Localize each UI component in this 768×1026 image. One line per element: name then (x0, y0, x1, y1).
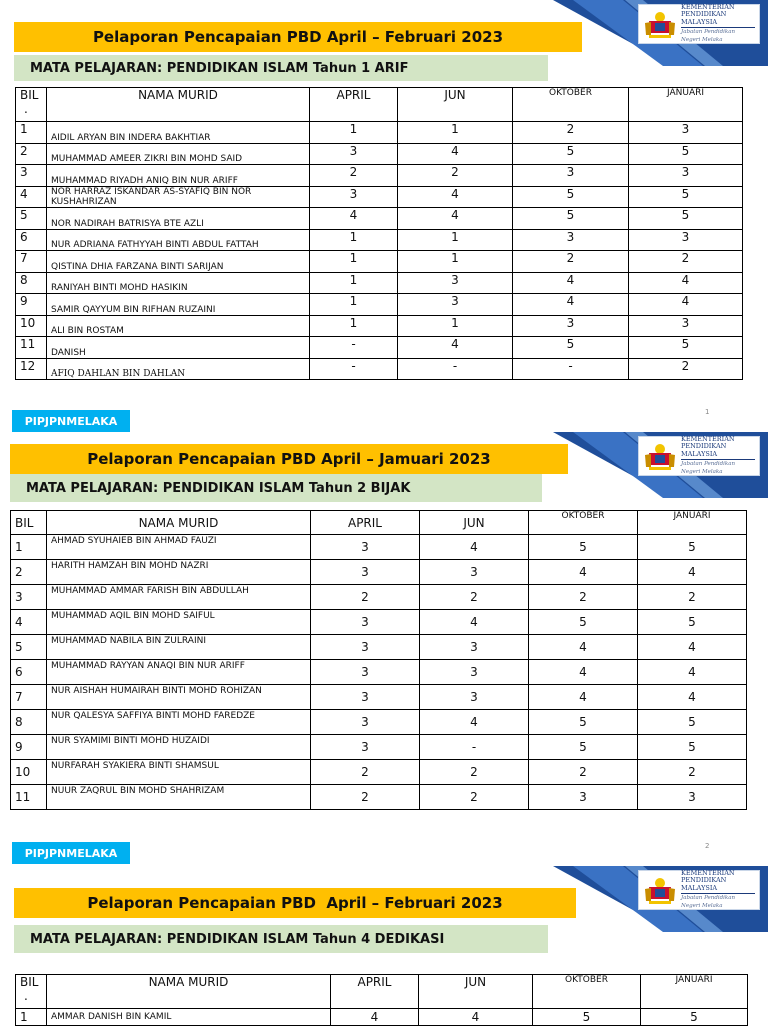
row-bil: 2 (11, 560, 47, 585)
header-april: APRIL (310, 88, 398, 122)
logo-line-1: KEMENTERIAN (681, 434, 735, 443)
report-title: Pelaporan Pencapaian PBD April – Februari 2023 (14, 22, 582, 52)
score-jun: 4 (420, 710, 529, 735)
subject-label: MATA PELAJARAN: PENDIDIKAN ISLAM Tahun 2 BIJAK (10, 474, 542, 502)
score-april: 2 (311, 585, 420, 610)
score-oktober: 4 (513, 272, 629, 294)
header-januari: JANUARI (641, 975, 748, 1009)
score-oktober: 5 (513, 208, 629, 230)
score-jun: 3 (420, 685, 529, 710)
row-bil: 1 (11, 535, 47, 560)
score-januari: 5 (638, 535, 747, 560)
student-name: NOR NADIRAH BATRISYA BTE AZLI (47, 208, 310, 230)
table-row (11, 585, 747, 610)
score-table (15, 87, 743, 380)
table-row (16, 143, 743, 165)
score-jun: - (398, 358, 513, 380)
row-bil: 3 (16, 165, 47, 187)
header-oktober: OKTOBER (533, 975, 641, 1009)
score-januari: 2 (629, 358, 743, 380)
header-april: APRIL (331, 975, 419, 1009)
score-januari: 2 (629, 251, 743, 273)
table-row (11, 760, 747, 785)
table-row (16, 165, 743, 187)
row-bil: 5 (16, 208, 47, 230)
score-januari: 3 (629, 315, 743, 337)
score-januari: 4 (629, 272, 743, 294)
row-bil: 3 (11, 585, 47, 610)
table-row (16, 337, 743, 359)
row-bil: 9 (16, 294, 47, 316)
student-name: QISTINA DHIA FARZANA BINTI SARIJAN (47, 251, 310, 273)
row-bil: 10 (11, 760, 47, 785)
header-oktober: OKTOBER (513, 88, 629, 122)
score-april: 2 (311, 760, 420, 785)
score-jun: 4 (398, 337, 513, 359)
slide-1 (0, 0, 768, 428)
logo-line-3: MALAYSIA (681, 17, 718, 26)
score-januari: 5 (641, 1009, 748, 1026)
logo-tagline: Jabatan Pendidikan Negeri Melaka (681, 893, 755, 910)
footer-tag: PIPJPNMELAKA (12, 842, 130, 864)
score-jun: 2 (420, 785, 529, 810)
score-april: 3 (311, 610, 420, 635)
row-bil: 2 (16, 143, 47, 165)
score-oktober: 5 (513, 337, 629, 359)
table-header-row (16, 975, 748, 1009)
score-oktober: 4 (513, 294, 629, 316)
score-januari: 3 (638, 785, 747, 810)
table-row (11, 635, 747, 660)
score-oktober: 5 (529, 710, 638, 735)
score-jun: 4 (398, 186, 513, 208)
score-oktober: 5 (529, 735, 638, 760)
score-april: 3 (310, 186, 398, 208)
score-jun: 2 (420, 585, 529, 610)
score-januari: 5 (629, 208, 743, 230)
table-row (16, 272, 743, 294)
row-bil: 4 (11, 610, 47, 635)
logo-line-2: PENDIDIKAN (681, 876, 727, 885)
student-name: NOR HARRAZ ISKANDAR AS-SYAFIQ BIN NOR KUSHAHRIZAN (47, 186, 310, 208)
table-row (16, 294, 743, 316)
score-jun: 1 (398, 251, 513, 273)
score-april: 3 (311, 735, 420, 760)
student-name: MUHAMMAD RAYYAN ANAQI BIN NUR ARIFF (47, 660, 311, 685)
score-januari: 4 (638, 685, 747, 710)
student-name: AMMAR DANISH BIN KAMIL (47, 1009, 331, 1026)
score-januari: 5 (638, 735, 747, 760)
page-number: 2 (705, 842, 710, 850)
score-april: 3 (311, 660, 420, 685)
score-januari: 5 (629, 186, 743, 208)
score-oktober: 2 (529, 585, 638, 610)
table-row (16, 186, 743, 208)
page-number: 1 (705, 408, 710, 416)
score-jun: 4 (398, 143, 513, 165)
header-jun: JUN (420, 511, 529, 535)
score-oktober: 5 (533, 1009, 641, 1026)
score-januari: 5 (629, 337, 743, 359)
score-jun: 3 (398, 294, 513, 316)
table-row (11, 560, 747, 585)
score-jun: 2 (398, 165, 513, 187)
score-table (15, 974, 748, 1026)
score-oktober: - (513, 358, 629, 380)
row-bil: 8 (11, 710, 47, 735)
score-januari: 4 (638, 635, 747, 660)
score-oktober: 3 (513, 229, 629, 251)
row-bil: 5 (11, 635, 47, 660)
score-april: 2 (310, 165, 398, 187)
score-oktober: 5 (529, 610, 638, 635)
student-name: MUHAMMAD RIYADH ANIQ BIN NUR ARIFF (47, 165, 310, 187)
row-bil: 7 (11, 685, 47, 710)
logo-tagline: Jabatan Pendidikan Negeri Melaka (681, 459, 755, 476)
score-jun: 1 (398, 229, 513, 251)
row-bil: 10 (16, 315, 47, 337)
header-bil: BIL (11, 511, 47, 535)
score-januari: 4 (638, 660, 747, 685)
header-oktober: OKTOBER (529, 511, 638, 535)
table-row (11, 610, 747, 635)
score-januari: 3 (629, 122, 743, 144)
score-oktober: 4 (529, 560, 638, 585)
student-name: AFIQ DAHLAN BIN DAHLAN (47, 358, 310, 380)
kpm-logo (638, 870, 760, 910)
student-name: ALI BIN ROSTAM (47, 315, 310, 337)
score-jun: 3 (398, 272, 513, 294)
score-januari: 5 (629, 143, 743, 165)
student-name: NUR ADRIANA FATHYYAH BINTI ABDUL FATTAH (47, 229, 310, 251)
score-januari: 3 (629, 165, 743, 187)
score-oktober: 2 (529, 760, 638, 785)
student-name: HARITH HAMZAH BIN MOHD NAZRI (47, 560, 311, 585)
score-april: 2 (311, 785, 420, 810)
table-row (11, 660, 747, 685)
header-april: APRIL (311, 511, 420, 535)
score-januari: 2 (638, 760, 747, 785)
student-name: MUHAMMAD NABILA BIN ZULRAINI (47, 635, 311, 660)
malaysia-crest-icon (643, 875, 677, 905)
logo-line-3: MALAYSIA (681, 449, 718, 458)
score-oktober: 3 (513, 165, 629, 187)
score-oktober: 3 (513, 315, 629, 337)
table-header-row (11, 511, 747, 535)
score-jun: 1 (398, 315, 513, 337)
header-januari: JANUARI (629, 88, 743, 122)
score-jun: 3 (420, 635, 529, 660)
student-name: SAMIR QAYYUM BIN RIFHAN RUZAINI (47, 294, 310, 316)
row-bil: 6 (11, 660, 47, 685)
score-januari: 5 (638, 710, 747, 735)
table-row (11, 735, 747, 760)
student-name: MUHAMMAD AQIL BIN MOHD SAIFUL (47, 610, 311, 635)
header-bil: BIL . (16, 88, 47, 122)
table-row (16, 358, 743, 380)
score-jun: 4 (420, 610, 529, 635)
score-april: 1 (310, 251, 398, 273)
score-april: 1 (310, 272, 398, 294)
header-januari: JANUARI (638, 511, 747, 535)
score-oktober: 2 (513, 122, 629, 144)
score-april: 3 (311, 535, 420, 560)
table-row (16, 122, 743, 144)
subject-label: MATA PELAJARAN: PENDIDIKAN ISLAM Tahun 1 ARIF (14, 55, 548, 81)
header-nama: NAMA MURID (47, 88, 310, 122)
student-name: MUHAMMAD AMMAR FARISH BIN ABDULLAH (47, 585, 311, 610)
score-jun: 2 (420, 760, 529, 785)
score-april: - (310, 337, 398, 359)
score-oktober: 4 (529, 660, 638, 685)
table-row (16, 315, 743, 337)
report-title: Pelaporan Pencapaian PBD April – Jamuari 2023 (10, 444, 568, 474)
student-name: AIDIL ARYAN BIN INDERA BAKHTIAR (47, 122, 310, 144)
score-april: 1 (310, 122, 398, 144)
student-name: AHMAD SYUHAIEB BIN AHMAD FAUZI (47, 535, 311, 560)
score-januari: 4 (629, 294, 743, 316)
score-oktober: 4 (529, 685, 638, 710)
row-bil: 8 (16, 272, 47, 294)
student-name: NUR QALESYA SAFFIYA BINTI MOHD FAREDZE (47, 710, 311, 735)
header-jun: JUN (398, 88, 513, 122)
table-row (11, 535, 747, 560)
student-name: NUR SYAMIMI BINTI MOHD HUZAIDI (47, 735, 311, 760)
table-header-row (16, 88, 743, 122)
logo-line-2: PENDIDIKAN (681, 10, 727, 19)
score-oktober: 2 (513, 251, 629, 273)
row-bil: 9 (11, 735, 47, 760)
slide-2 (0, 432, 768, 860)
score-april: 1 (310, 294, 398, 316)
logo-line-3: MALAYSIA (681, 883, 718, 892)
score-januari: 3 (629, 229, 743, 251)
footer-tag: PIPJPNMELAKA (12, 410, 130, 432)
table-row (11, 785, 747, 810)
logo-line-1: KEMENTERIAN (681, 2, 735, 11)
malaysia-crest-icon (643, 441, 677, 471)
score-jun: 3 (420, 660, 529, 685)
malaysia-crest-icon (643, 9, 677, 39)
table-row (16, 229, 743, 251)
score-oktober: 3 (529, 785, 638, 810)
student-name: MUHAMMAD AMEER ZIKRI BIN MOHD SAID (47, 143, 310, 165)
score-april: 4 (310, 208, 398, 230)
student-name: DANISH (47, 337, 310, 359)
row-bil: 11 (11, 785, 47, 810)
score-oktober: 5 (513, 143, 629, 165)
header-nama: NAMA MURID (47, 975, 331, 1009)
table-row (16, 208, 743, 230)
score-april: 3 (311, 710, 420, 735)
table-row (11, 685, 747, 710)
logo-line-2: PENDIDIKAN (681, 442, 727, 451)
row-bil: 1 (16, 1009, 47, 1026)
score-april: 1 (310, 229, 398, 251)
student-name: NUR AISHAH HUMAIRAH BINTI MOHD ROHIZAN (47, 685, 311, 710)
row-bil: 11 (16, 337, 47, 359)
row-bil: 7 (16, 251, 47, 273)
subject-label: MATA PELAJARAN: PENDIDIKAN ISLAM Tahun 4 DEDIKASI (14, 925, 548, 953)
score-jun: 4 (419, 1009, 533, 1026)
student-name: NURFARAH SYAKIERA BINTI SHAMSUL (47, 760, 311, 785)
row-bil: 12 (16, 358, 47, 380)
logo-tagline: Jabatan Pendidikan Negeri Melaka (681, 27, 755, 44)
score-april: 4 (331, 1009, 419, 1026)
score-april: 1 (310, 315, 398, 337)
score-jun: 4 (398, 208, 513, 230)
kpm-logo (638, 436, 760, 476)
score-april: 3 (311, 560, 420, 585)
score-april: - (310, 358, 398, 380)
table-row (11, 710, 747, 735)
report-title: Pelaporan Pencapaian PBD April – Februari 2023 (14, 888, 576, 918)
header-bil: BIL . (16, 975, 47, 1009)
score-januari: 5 (638, 610, 747, 635)
row-bil: 1 (16, 122, 47, 144)
logo-line-1: KEMENTERIAN (681, 868, 735, 877)
score-jun: 4 (420, 535, 529, 560)
score-oktober: 5 (529, 535, 638, 560)
score-april: 3 (311, 635, 420, 660)
score-table (10, 510, 747, 810)
header-jun: JUN (419, 975, 533, 1009)
row-bil: 4 (16, 186, 47, 208)
score-januari: 2 (638, 585, 747, 610)
kpm-logo (638, 4, 760, 44)
score-april: 3 (310, 143, 398, 165)
student-name: NUUR ZAQRUL BIN MOHD SHAHRIZAM (47, 785, 311, 810)
score-jun: 1 (398, 122, 513, 144)
table-row (16, 251, 743, 273)
score-jun: 3 (420, 560, 529, 585)
score-jun: - (420, 735, 529, 760)
score-oktober: 4 (529, 635, 638, 660)
row-bil: 6 (16, 229, 47, 251)
student-name: RANIYAH BINTI MOHD HASIKIN (47, 272, 310, 294)
score-april: 3 (311, 685, 420, 710)
header-nama: NAMA MURID (47, 511, 311, 535)
score-januari: 4 (638, 560, 747, 585)
slide-3 (0, 866, 768, 1024)
table-row (16, 1009, 748, 1026)
score-oktober: 5 (513, 186, 629, 208)
